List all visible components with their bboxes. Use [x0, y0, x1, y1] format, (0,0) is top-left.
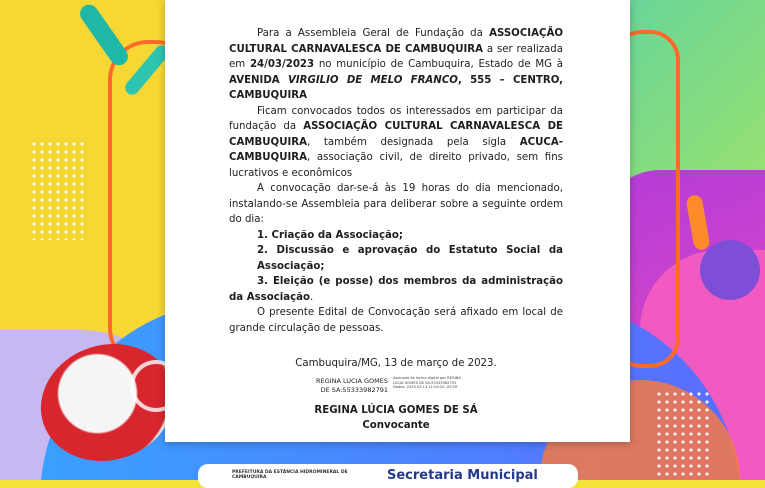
dot-pattern-right [655, 390, 711, 480]
signer-name: REGINA LÚCIA GOMES DE SÁ [314, 405, 478, 416]
agenda-number: 1. [257, 229, 268, 241]
text: Para a Assembleia Geral de Fundação da [257, 28, 490, 39]
street-name: VIRGILIO DE MELO FRANCO [287, 74, 458, 86]
signature-detail: Assinado de forma digital por REGINA LUCIA GOMES DE SA:55333982791 Dados: 2023.03.13 11:04:20 -03'00' [393, 376, 461, 390]
footer-title: Secretaria Municipal [387, 468, 538, 483]
paragraph-publication: O presente Edital de Convocação será afixado em local de grande circulação de pessoas. [229, 307, 563, 334]
paragraph-convocation [229, 104, 563, 182]
agenda-text: Discussão e aprovação do Estatuto Social da Associação; [257, 245, 563, 272]
association-name: ASSOCIAÇÃO CULTURAL CARNAVALESCA DE CAMBUQUIRA [229, 121, 563, 148]
association-name: ASSOCIAÇÃO CULTURAL CARNAVALESCA DE CAMBUQUIRA [229, 28, 563, 55]
text: Ficam convocados todos os interessados em participar da fundação da [229, 105, 563, 132]
agenda-item [229, 243, 563, 274]
agenda-list [229, 228, 563, 306]
text: no município de Cambuquira, Estado de MG à [314, 59, 563, 70]
text: , associação civil, de direito privado, sem fins lucrativos e econômicos [229, 152, 563, 179]
prefecture-logo: PREFEITURA DA ESTÂNCIA HIDROMINERAL DE CAMBUQUIRA [232, 470, 348, 480]
agenda-text: Eleição (e posse) dos membros da administração da Associação [229, 276, 564, 303]
address-suffix: , 555 – CENTRO, CAMBUQUIRA [229, 74, 564, 101]
dot-pattern-left [30, 140, 86, 240]
document-body [229, 26, 563, 336]
date-line: Cambuquira/MG, 13 de março de 2023. [295, 358, 497, 369]
agenda-text: Criação da Associação; [271, 229, 403, 241]
agenda-item [229, 274, 563, 305]
signer-role: Convocante [362, 420, 430, 431]
text: , também designada pela sigla [307, 136, 520, 148]
signature-name: REGINA LUCIA GOMES DE SA:55333982791 [316, 377, 388, 394]
agenda-item [229, 228, 563, 244]
association-acronym: ACUCA-CAMBUQUIRA [229, 136, 563, 163]
paragraph-assembly [229, 26, 563, 104]
assembly-date: 24/03/2023 [249, 59, 315, 70]
agenda-number: 2. [257, 245, 268, 256]
address-prefix: AVENIDA [229, 74, 288, 86]
text: a ser realizada em [229, 43, 563, 70]
digital-signature [316, 375, 466, 401]
signer-block [229, 403, 563, 433]
agenda-number: 3. [257, 276, 268, 287]
paragraph-agenda-intro: A convocação dar-se-á às 19 horas do dia mencionado, instalando-se Assembleia para deliberar sobre a seguinte ordem do dia: [229, 183, 563, 225]
text: . [310, 291, 314, 303]
party-popper-icon [700, 240, 760, 300]
